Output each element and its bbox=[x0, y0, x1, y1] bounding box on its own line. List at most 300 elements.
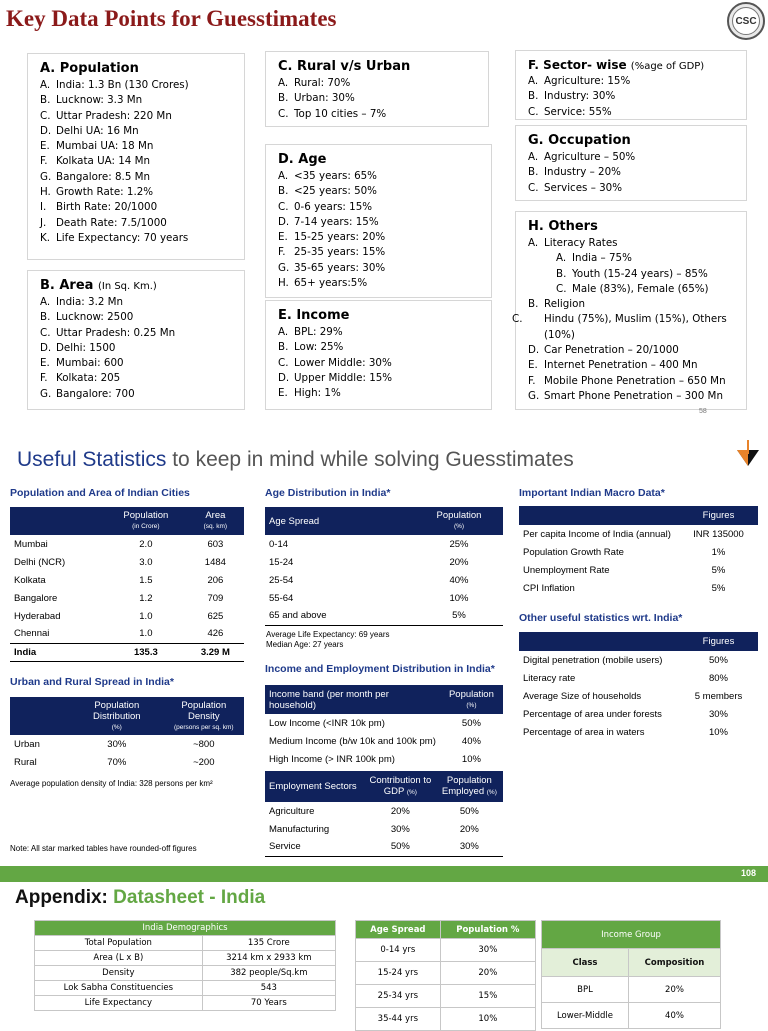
cell: 10% bbox=[440, 1008, 535, 1031]
list-text: Agriculture – 50% bbox=[544, 151, 636, 163]
list-item bbox=[528, 374, 736, 389]
col-sector: Employment Sectors bbox=[265, 771, 365, 802]
table-row bbox=[519, 723, 758, 741]
col-employed bbox=[436, 771, 503, 802]
cell: Kolkata bbox=[14, 574, 46, 586]
cell: 40% bbox=[461, 735, 481, 747]
list-marker: A. bbox=[278, 77, 289, 89]
cell: 30% bbox=[390, 823, 410, 835]
list-marker: I. bbox=[40, 201, 47, 214]
list-marker: G. bbox=[528, 389, 540, 402]
cell: 40% bbox=[449, 574, 469, 586]
list-marker: K. bbox=[40, 231, 51, 244]
list-text: Internet Penetration – 400 Mn bbox=[544, 359, 698, 372]
cell: 50% bbox=[461, 717, 481, 729]
urban-rural-table bbox=[10, 697, 244, 771]
cell: 1.2 bbox=[139, 592, 153, 604]
other-stats-rows bbox=[519, 651, 758, 741]
list-text: BPL: 29% bbox=[294, 326, 343, 338]
cell: Average Size of households bbox=[523, 690, 642, 702]
age-dist-table bbox=[265, 507, 503, 626]
list-text: Upper Middle: 15% bbox=[294, 371, 393, 384]
macro-table bbox=[519, 506, 758, 597]
list-item bbox=[528, 343, 736, 358]
age-spread-rows bbox=[356, 939, 536, 1031]
footnote: Note: All star marked tables have rounded-off figures bbox=[10, 844, 197, 853]
cities-rows bbox=[10, 535, 244, 643]
col-employed-unit: (%) bbox=[486, 789, 497, 796]
list-text: 15-25 years: 20% bbox=[294, 231, 386, 244]
list-text: Mumbai: 600 bbox=[56, 357, 124, 370]
other-stats-heading: Other useful statistics wrt. India* bbox=[519, 612, 683, 624]
list-marker: J. bbox=[40, 216, 47, 229]
table-row bbox=[356, 962, 536, 985]
income-band-table bbox=[265, 685, 503, 768]
table-row bbox=[265, 607, 503, 625]
income-emp-heading: Income and Employment Distribution in India* bbox=[265, 663, 495, 675]
list-marker: B. bbox=[528, 166, 539, 179]
cell: 30% bbox=[708, 708, 728, 720]
area-heading-note: (In Sq. Km.) bbox=[97, 281, 157, 292]
title-black: Appendix: bbox=[15, 887, 114, 908]
list-item bbox=[40, 200, 234, 215]
list-text: Car Penetration – 20/1000 bbox=[544, 344, 679, 357]
cell: 15-24 yrs bbox=[356, 962, 441, 985]
cell: 70% bbox=[107, 756, 127, 768]
list-text: Industry – 20% bbox=[544, 166, 621, 179]
cell: 55-64 bbox=[269, 592, 294, 604]
list-item bbox=[528, 358, 736, 373]
sector-heading-note: (%age of GDP) bbox=[630, 61, 705, 72]
table-row bbox=[35, 981, 336, 996]
list-text: Uttar Pradesh: 0.25 Mn bbox=[56, 326, 176, 339]
col-figures: Figures bbox=[679, 632, 758, 651]
cell: 50% bbox=[365, 838, 436, 856]
title-highlight: Useful Statistics bbox=[17, 448, 167, 471]
table-header bbox=[10, 697, 244, 735]
col-population-label: Population bbox=[436, 510, 482, 521]
table-row bbox=[356, 1008, 536, 1031]
list-item bbox=[528, 282, 736, 297]
list-text: Uttar Pradesh: 220 Mn bbox=[56, 109, 172, 122]
cell: Agriculture bbox=[269, 805, 315, 817]
table-row bbox=[519, 651, 758, 669]
rural-urban-card bbox=[265, 51, 489, 127]
employment-table bbox=[265, 771, 503, 857]
list-marker: F. bbox=[40, 155, 48, 168]
list-text: Top 10 cities – 7% bbox=[294, 107, 387, 120]
col-population-unit: (%) bbox=[453, 523, 465, 530]
life-expectancy-note: Average Life Expectancy: 69 years bbox=[266, 630, 390, 639]
col-density bbox=[164, 697, 244, 735]
macro-heading: Important Indian Macro Data* bbox=[519, 487, 665, 499]
list-item bbox=[40, 231, 234, 246]
col-blank bbox=[519, 632, 679, 651]
col-distribution-unit: (%) bbox=[111, 723, 122, 731]
col-blank bbox=[519, 506, 679, 525]
age-dist-rows bbox=[265, 535, 503, 625]
table-row bbox=[10, 589, 244, 607]
col-city bbox=[10, 507, 105, 535]
list-text: 0-6 years: 15% bbox=[294, 200, 373, 213]
cell: Rural bbox=[14, 756, 37, 768]
sector-heading-text: F. Sector- wise bbox=[528, 58, 627, 72]
list-marker: C. bbox=[40, 326, 51, 339]
cell: 30% bbox=[436, 838, 503, 856]
list-marker: A. bbox=[556, 252, 567, 265]
cell: 625 bbox=[207, 610, 224, 622]
cell: INR 135000 bbox=[693, 528, 744, 540]
sector-heading bbox=[528, 58, 736, 72]
cell: 3214 km x 2933 km bbox=[202, 951, 335, 966]
list-marker: A. bbox=[40, 79, 51, 91]
cell: 1484 bbox=[204, 556, 226, 568]
cell: Chennai bbox=[14, 628, 50, 640]
list-marker: H. bbox=[278, 277, 289, 290]
age-spread-table bbox=[355, 920, 536, 1031]
list-item bbox=[528, 389, 736, 404]
list-item bbox=[528, 251, 736, 266]
list-item bbox=[528, 150, 736, 165]
cell: ~800 bbox=[193, 738, 215, 750]
cell: 50% bbox=[459, 805, 479, 817]
list-text: Birth Rate: 20/1000 bbox=[56, 201, 158, 214]
list-text: Industry: 30% bbox=[544, 90, 616, 103]
list-text: Services – 30% bbox=[544, 181, 623, 194]
cell: Digital penetration (mobile users) bbox=[523, 654, 663, 666]
table-row bbox=[519, 579, 758, 597]
cell: Unemployment Rate bbox=[523, 564, 610, 576]
demographics-rows bbox=[35, 936, 336, 1011]
population-heading: A. Population bbox=[40, 61, 139, 76]
list-marker: E. bbox=[278, 387, 288, 400]
list-marker: A. bbox=[528, 75, 539, 87]
cell: Manufacturing bbox=[269, 823, 330, 835]
urban-rural-rows bbox=[10, 735, 244, 771]
list-item bbox=[40, 185, 234, 200]
list-item bbox=[40, 310, 234, 325]
title-green: Datasheet - India bbox=[113, 887, 266, 908]
cell: 603 bbox=[207, 538, 224, 550]
col-employed-label: Population Employed bbox=[441, 775, 492, 797]
cell: 40% bbox=[629, 1003, 721, 1029]
cell: 0-14 yrs bbox=[356, 939, 441, 962]
list-item bbox=[278, 245, 481, 260]
others-list bbox=[512, 236, 736, 404]
list-marker: E. bbox=[528, 359, 538, 372]
table-row bbox=[265, 820, 503, 838]
employment-rows bbox=[265, 802, 503, 856]
col-population-unit: (in Crore) bbox=[132, 523, 160, 530]
table-row bbox=[35, 951, 336, 966]
col-distribution bbox=[70, 697, 164, 735]
cell: 25-34 yrs bbox=[356, 985, 441, 1008]
list-marker: B. bbox=[528, 90, 539, 103]
list-item bbox=[278, 325, 481, 340]
table-subheader bbox=[542, 949, 721, 977]
list-marker: G. bbox=[40, 387, 52, 400]
list-text: Lucknow: 2500 bbox=[56, 311, 134, 324]
col-income-band: Income band (per month per household) bbox=[265, 685, 440, 714]
area-heading bbox=[40, 278, 234, 293]
list-marker: D. bbox=[40, 124, 52, 137]
col-population: Population % bbox=[440, 921, 535, 939]
cell: Urban bbox=[14, 738, 40, 750]
list-text: Delhi UA: 16 Mn bbox=[56, 124, 139, 137]
list-marker: A. bbox=[40, 296, 51, 308]
list-text: 25-35 years: 15% bbox=[294, 246, 386, 259]
appendix-slide bbox=[0, 882, 768, 1024]
cell: 2.0 bbox=[139, 538, 153, 550]
table-header bbox=[265, 771, 503, 802]
cell: 20% bbox=[449, 556, 469, 568]
list-item bbox=[278, 215, 481, 230]
cell: 5% bbox=[711, 582, 726, 594]
list-item bbox=[278, 200, 481, 215]
list-item bbox=[40, 109, 234, 124]
list-text: Life Expectancy: 70 years bbox=[56, 231, 189, 244]
cell: 5% bbox=[415, 607, 503, 625]
table-row bbox=[10, 553, 244, 571]
cell: 3.0 bbox=[139, 556, 153, 568]
list-item bbox=[40, 139, 234, 154]
cell: CPI Inflation bbox=[523, 582, 575, 594]
list-item bbox=[278, 340, 481, 355]
table-header bbox=[35, 921, 336, 936]
appendix-top-bar bbox=[0, 866, 768, 882]
cell: 543 bbox=[202, 981, 335, 996]
cell: BPL bbox=[542, 977, 629, 1003]
list-text: Lucknow: 3.3 Mn bbox=[56, 94, 143, 107]
col-density-unit: (persons per sq. km) bbox=[173, 723, 234, 731]
list-item bbox=[40, 93, 234, 108]
cell: 3.29 M bbox=[187, 643, 244, 661]
list-item bbox=[40, 216, 234, 231]
table-row bbox=[265, 535, 503, 553]
age-heading: D. Age bbox=[278, 152, 327, 167]
income-heading: E. Income bbox=[278, 308, 350, 323]
cell: 25-54 bbox=[269, 574, 294, 586]
cell: Percentage of area in waters bbox=[523, 726, 645, 738]
cell: 135.3 bbox=[105, 643, 187, 661]
income-group-rows bbox=[542, 977, 721, 1029]
list-item bbox=[278, 276, 481, 291]
list-item bbox=[40, 356, 234, 371]
list-text: Bangalore: 700 bbox=[56, 387, 135, 400]
cell: 0-14 bbox=[269, 538, 289, 550]
age-list bbox=[278, 169, 481, 291]
cell: 20% bbox=[459, 823, 479, 835]
list-text: Religion bbox=[544, 298, 585, 311]
list-text: Delhi: 1500 bbox=[56, 341, 116, 354]
logo-text: CSC bbox=[732, 7, 760, 35]
area-card bbox=[27, 270, 245, 410]
cell: 382 people/Sq.km bbox=[202, 966, 335, 981]
list-item bbox=[528, 89, 736, 104]
table-row bbox=[356, 985, 536, 1008]
cell: 1% bbox=[711, 546, 726, 558]
list-item bbox=[278, 356, 481, 371]
cities-table bbox=[10, 507, 244, 662]
income-group-heading: Income Group bbox=[542, 921, 721, 949]
cell: Area (L x B) bbox=[35, 951, 203, 966]
list-marker: C. bbox=[528, 181, 539, 194]
others-heading: H. Others bbox=[528, 219, 598, 234]
brand-arrow-icon bbox=[735, 440, 761, 470]
area-heading-text: B. Area bbox=[40, 278, 94, 293]
cell: Hyderabad bbox=[14, 610, 61, 622]
cell: 5 members bbox=[694, 690, 743, 702]
cell: Per capita Income of India (annual) bbox=[523, 528, 671, 540]
table-row bbox=[35, 966, 336, 981]
list-marker: C. bbox=[528, 105, 539, 118]
cell: 135 Crore bbox=[202, 936, 335, 951]
list-marker: C. bbox=[278, 356, 289, 369]
list-text: India: 1.3 Bn (130 Crores) bbox=[56, 79, 189, 91]
col-contribution-label: Contribution to GDP bbox=[369, 775, 432, 797]
list-marker: E. bbox=[40, 140, 50, 153]
list-item bbox=[528, 74, 736, 89]
list-item bbox=[528, 105, 736, 120]
table-row bbox=[265, 714, 503, 732]
page-number: 108 bbox=[740, 868, 756, 878]
list-item bbox=[278, 184, 481, 199]
list-item bbox=[40, 371, 234, 386]
list-marker: D. bbox=[40, 341, 52, 354]
list-marker: C. bbox=[278, 107, 289, 120]
population-card bbox=[27, 53, 245, 260]
list-item bbox=[40, 341, 234, 356]
list-text: Bangalore: 8.5 Mn bbox=[56, 170, 151, 183]
cell: Mumbai bbox=[14, 538, 48, 550]
urban-rural-heading: Urban and Rural Spread in India* bbox=[10, 676, 174, 688]
list-marker: F. bbox=[40, 372, 48, 385]
table-row bbox=[35, 936, 336, 951]
list-marker: B. bbox=[278, 341, 289, 354]
list-item bbox=[40, 387, 234, 402]
cell: 20% bbox=[440, 962, 535, 985]
list-item bbox=[278, 107, 478, 122]
list-marker: F. bbox=[528, 374, 536, 387]
table-row bbox=[265, 571, 503, 589]
list-text: India – 75% bbox=[572, 252, 632, 265]
list-text: Male (83%), Female (65%) bbox=[572, 282, 709, 295]
cell: Service bbox=[265, 838, 365, 856]
list-text: Urban: 30% bbox=[294, 92, 355, 105]
table-header bbox=[519, 632, 758, 651]
cell: 20% bbox=[629, 977, 721, 1003]
col-population-label: Population bbox=[123, 510, 169, 521]
list-item bbox=[278, 76, 478, 91]
demographics-table bbox=[34, 920, 336, 1011]
list-text: Literacy Rates bbox=[544, 237, 618, 249]
density-note: Average population density of India: 328 persons per km² bbox=[10, 779, 213, 788]
cell: 30% bbox=[440, 939, 535, 962]
list-text: Growth Rate: 1.2% bbox=[56, 186, 154, 199]
cell: 10% bbox=[708, 726, 728, 738]
cell: 30% bbox=[107, 738, 127, 750]
table-row bbox=[542, 977, 721, 1003]
list-marker: E. bbox=[40, 357, 50, 370]
list-text: Low: 25% bbox=[294, 341, 344, 354]
list-marker: C. bbox=[512, 313, 523, 326]
list-marker: B. bbox=[278, 92, 289, 105]
list-item bbox=[278, 371, 481, 386]
col-figures: Figures bbox=[679, 506, 758, 525]
table-row bbox=[519, 705, 758, 723]
list-text: Kolkata UA: 14 Mn bbox=[56, 155, 151, 168]
list-marker: A. bbox=[528, 237, 539, 249]
median-age-note: Median Age: 27 years bbox=[266, 640, 344, 649]
list-text: 7-14 years: 15% bbox=[294, 215, 379, 228]
list-marker: A. bbox=[528, 151, 539, 163]
csc-logo bbox=[727, 2, 765, 40]
list-marker: G. bbox=[40, 170, 52, 183]
list-marker: D. bbox=[278, 215, 290, 228]
list-marker: E. bbox=[278, 231, 288, 244]
col-population bbox=[440, 685, 503, 714]
title-rest: to keep in mind while solving Guesstimates bbox=[166, 448, 574, 471]
list-item bbox=[528, 236, 736, 251]
col-density-label: Population Density bbox=[181, 699, 227, 722]
occupation-list bbox=[528, 150, 736, 196]
cell: 1.5 bbox=[139, 574, 153, 586]
list-text: Kolkata: 205 bbox=[56, 372, 121, 385]
list-text: <25 years: 50% bbox=[294, 185, 377, 198]
list-item bbox=[278, 261, 481, 276]
income-list bbox=[278, 325, 481, 401]
cell: 5% bbox=[711, 564, 726, 576]
cell: Bangalore bbox=[14, 592, 58, 604]
cell: 15-24 bbox=[269, 556, 294, 568]
age-card bbox=[265, 144, 492, 298]
col-population-label: Population bbox=[448, 688, 494, 700]
cell: Lower-Middle bbox=[542, 1003, 629, 1029]
list-item bbox=[528, 297, 736, 312]
macro-rows bbox=[519, 525, 758, 597]
list-item bbox=[278, 169, 481, 184]
col-distribution-label: Population Distribution bbox=[93, 699, 141, 722]
list-marker: B. bbox=[278, 185, 289, 198]
list-marker: C. bbox=[40, 109, 51, 122]
list-marker: G. bbox=[278, 261, 290, 274]
table-row bbox=[519, 525, 758, 543]
col-blank bbox=[10, 697, 70, 735]
list-text: High: 1% bbox=[294, 387, 341, 400]
list-item bbox=[278, 230, 481, 245]
cell: Literacy rate bbox=[523, 672, 576, 684]
table-header bbox=[265, 685, 503, 714]
cell: 65 and above bbox=[265, 607, 415, 625]
table-row bbox=[10, 735, 244, 753]
table-row bbox=[265, 553, 503, 571]
rural-heading: C. Rural v/s Urban bbox=[278, 59, 411, 74]
cell: 1.0 bbox=[139, 628, 153, 640]
cell: 15% bbox=[440, 985, 535, 1008]
list-text: Youth (15-24 years) – 85% bbox=[572, 267, 708, 280]
list-marker: B. bbox=[40, 311, 51, 324]
list-item bbox=[528, 181, 736, 196]
list-text: <35 years: 65% bbox=[294, 170, 377, 182]
cell: 50% bbox=[708, 654, 728, 666]
list-text: India: 3.2 Mn bbox=[56, 296, 124, 308]
list-text: Mumbai UA: 18 Mn bbox=[56, 140, 154, 153]
list-marker: B. bbox=[556, 267, 567, 280]
occupation-card bbox=[515, 125, 747, 201]
slide-title: Key Data Points for Guesstimates bbox=[6, 6, 337, 31]
list-text: 65+ years:5% bbox=[294, 277, 368, 290]
list-text: Agriculture: 15% bbox=[544, 75, 631, 87]
